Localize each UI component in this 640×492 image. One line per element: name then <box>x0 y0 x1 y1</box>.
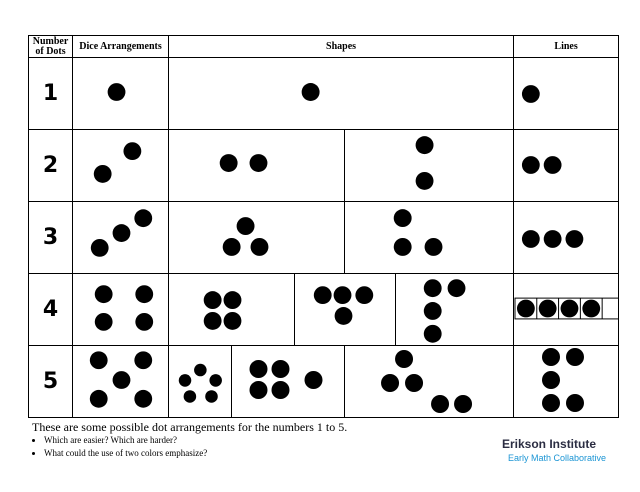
row-1 <box>29 58 619 130</box>
shape-cell-1 <box>169 58 514 130</box>
dot <box>224 291 242 309</box>
dot <box>566 230 584 248</box>
shape-arrangement-3a <box>169 202 344 273</box>
line-cell-1 <box>514 58 619 130</box>
dot <box>251 238 269 256</box>
dot <box>355 286 373 304</box>
dice-arrangement-4 <box>73 274 168 345</box>
dot <box>566 348 584 366</box>
dot <box>566 394 584 412</box>
line-cell-4 <box>514 274 619 346</box>
line-arrangement-4 <box>514 274 618 345</box>
dot <box>542 371 560 389</box>
dot <box>134 390 152 408</box>
dot <box>424 279 442 297</box>
shape-arrangement-1 <box>169 58 513 129</box>
dice-cell-1 <box>73 58 169 130</box>
dot <box>431 395 449 413</box>
shape-arrangement-5b <box>232 346 344 417</box>
row-4 <box>29 274 619 346</box>
line-arrangement-1 <box>514 58 618 129</box>
dot <box>179 374 192 387</box>
dot <box>223 238 241 256</box>
header-row <box>29 36 619 58</box>
dice-arrangement-5 <box>73 346 168 417</box>
row-5 <box>29 346 619 418</box>
shape-cell-2b <box>345 130 514 202</box>
dot <box>424 302 442 320</box>
shape-cell-5d <box>514 346 619 418</box>
row-number: 3 <box>29 202 73 274</box>
dot <box>582 300 600 318</box>
row-number: 2 <box>29 130 73 202</box>
dot <box>134 351 152 369</box>
dot <box>335 307 353 325</box>
dot <box>424 325 442 343</box>
dot <box>94 165 112 183</box>
shape-arrangement-5c <box>345 346 513 417</box>
shape-cell-3a <box>169 202 345 274</box>
dot <box>220 154 238 172</box>
line-arrangement-3 <box>514 202 618 273</box>
dot <box>522 230 540 248</box>
row-3 <box>29 202 619 274</box>
dot <box>561 300 579 318</box>
dot <box>394 238 412 256</box>
dot <box>91 239 109 257</box>
shape-arrangement-4c <box>396 274 513 345</box>
shape-arrangement-4a <box>169 274 294 345</box>
dot <box>522 156 540 174</box>
dot <box>314 286 332 304</box>
dot <box>302 83 320 101</box>
dot <box>250 381 268 399</box>
dice-cell-3 <box>73 202 169 274</box>
question-list <box>30 434 207 460</box>
logo-subtitle: Early Math Collaborative <box>508 453 607 463</box>
dot <box>90 390 108 408</box>
dot <box>416 172 434 190</box>
shape-arrangement-3b <box>345 202 513 273</box>
dot <box>204 312 222 330</box>
line-cell-3 <box>514 202 619 274</box>
dot <box>113 371 131 389</box>
header-number-of-dots: Number of Dots <box>29 36 73 58</box>
dot <box>237 217 255 235</box>
dot-arrangements-table <box>28 35 619 418</box>
question-item: • What could the use of two colors emphasize? <box>44 447 207 460</box>
dot <box>305 371 323 389</box>
shape-arrangement-5d <box>514 346 618 417</box>
shape-arrangement-2a <box>169 130 344 201</box>
dot <box>108 83 126 101</box>
dot <box>539 300 557 318</box>
line-arrangement-2 <box>514 130 618 201</box>
dot <box>542 394 560 412</box>
caption: These are some possible dot arrangements for the numbers 1 to 5. <box>32 420 348 434</box>
dot <box>123 142 141 160</box>
erikson-logo <box>502 437 606 463</box>
shape-cell-5b <box>232 346 345 418</box>
dot <box>95 285 113 303</box>
dot <box>395 350 413 368</box>
dot <box>194 364 207 377</box>
shape-arrangement-4b <box>295 274 395 345</box>
dice-arrangement-3 <box>73 202 168 273</box>
dice-cell-2 <box>73 130 169 202</box>
dot <box>135 285 153 303</box>
shape-cell-5c <box>345 346 514 418</box>
dice-cell-4 <box>73 274 169 346</box>
dot <box>204 291 222 309</box>
row-number: 5 <box>29 346 73 418</box>
dice-cell-5 <box>73 346 169 418</box>
dot <box>454 395 472 413</box>
dot <box>517 300 535 318</box>
dot <box>135 313 153 331</box>
shape-cell-3b <box>345 202 514 274</box>
shape-cell-5a <box>169 346 232 418</box>
row-number: 1 <box>29 58 73 130</box>
dot <box>334 286 352 304</box>
dice-arrangement-2 <box>73 130 168 201</box>
dot <box>224 312 242 330</box>
dot <box>425 238 443 256</box>
shape-cell-4b <box>295 274 396 346</box>
dot <box>250 360 268 378</box>
dot <box>209 374 222 387</box>
dot <box>405 374 423 392</box>
dot <box>205 390 218 403</box>
dice-arrangement-1 <box>73 58 168 129</box>
dot <box>250 154 268 172</box>
dot <box>544 230 562 248</box>
dot <box>416 136 434 154</box>
shape-arrangement-5a <box>169 346 231 417</box>
dot <box>90 351 108 369</box>
dot <box>184 390 197 403</box>
header-shapes: Shapes <box>169 36 514 58</box>
row-number: 4 <box>29 274 73 346</box>
logo-title: Erikson Institute <box>502 437 597 451</box>
shape-cell-4c <box>396 274 514 346</box>
question-item: • Which are easier? Which are harder? <box>44 434 207 447</box>
dot <box>134 209 152 227</box>
shape-cell-4a <box>169 274 295 346</box>
dot <box>95 313 113 331</box>
line-cell-2 <box>514 130 619 202</box>
dot <box>448 279 466 297</box>
shape-arrangement-2b <box>345 130 513 201</box>
dot <box>113 224 131 242</box>
dot <box>272 360 290 378</box>
row-2 <box>29 130 619 202</box>
dot <box>522 85 540 103</box>
dot <box>381 374 399 392</box>
dot <box>542 348 560 366</box>
dot <box>544 156 562 174</box>
dot <box>394 209 412 227</box>
header-lines: Lines <box>514 36 619 58</box>
dot <box>272 381 290 399</box>
header-dice-arrangements: Dice Arrangements <box>73 36 169 58</box>
shape-cell-2a <box>169 130 345 202</box>
